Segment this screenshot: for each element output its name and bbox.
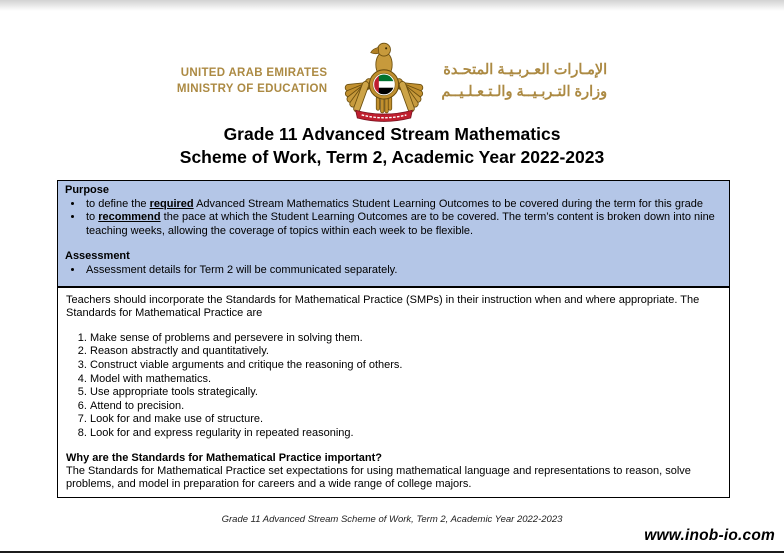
uae-falcon-emblem-icon [340, 38, 428, 124]
ministry-name-arabic-line1: الإمـارات العـربـيـة المتحـدة [443, 62, 608, 78]
smp-item-7: 7. Look for and make use of structure. [90, 413, 721, 427]
uae-emblem-logo [340, 38, 428, 124]
ministry-name-arabic [441, 59, 607, 103]
ministry-name-arabic-line2: وزارة التـربـيــة والـتـعـلـيــم [441, 84, 608, 100]
ministry-name-english [177, 65, 327, 97]
section-gap [65, 238, 722, 250]
assessment-bullet-list [65, 264, 722, 278]
smp-item-1: 1. Make sense of problems and persevere in solving them. [90, 332, 721, 346]
purpose-heading: Purpose [65, 184, 110, 196]
purpose-assessment-box [57, 180, 730, 287]
top-edge-shadow [0, 0, 784, 11]
emphasis-recommend: recommend [98, 211, 161, 223]
smp-item-3: 3. Construct viable arguments and critique the reasoning of others. [90, 359, 721, 373]
bottom-divider [0, 551, 784, 553]
purpose-bullet-1: • to define the required Advanced Stream Mathematics Student Learning Outcomes to be covered during the term for this grade [84, 198, 722, 212]
smp-item-5: 5. Use appropriate tools strategically. [90, 386, 721, 400]
smp-item-2: 2. Reason abstractly and quantitatively. [90, 345, 721, 359]
smp-item-6: 6. Attend to precision. [90, 400, 721, 414]
purpose-bullet-2: • to recommend the pace at which the Student Learning Outcomes are to be covered. The term’s content is broken down into nine teaching weeks, allowing the coverage of topics within each week to be flexible. [84, 211, 722, 238]
assessment-bullet-1: • Assessment details for Term 2 will be communicated separately. [84, 264, 722, 278]
smp-question: Why are the Standards for Mathematical Practice important? [66, 451, 383, 464]
assessment-heading: Assessment [65, 250, 130, 262]
smp-item-4: 4. Model with mathematics. [90, 373, 721, 387]
footer-caption: Grade 11 Advanced Stream Scheme of Work, Term 2, Academic Year 2022-2023 [221, 514, 563, 525]
purpose-bullet-list [65, 198, 722, 239]
watermark-url: www.inob-io.com [644, 527, 775, 544]
document-title-line2: Scheme of Work, Term 2, Academic Year 2022-2023 [179, 147, 605, 167]
smp-item-8: 8. Look for and express regularity in repeated reasoning. [90, 427, 721, 441]
smp-box [57, 287, 730, 498]
emphasis-required: required [149, 197, 194, 210]
ministry-name-english-line2: MINISTRY OF EDUCATION [176, 83, 328, 95]
document-title-line1: Grade 11 Advanced Stream Mathematics [223, 124, 561, 144]
smp-list [66, 332, 721, 441]
document-title [0, 123, 784, 169]
ministry-header [0, 38, 784, 124]
smp-answer-paragraph: The Standards for Mathematical Practice set expectations for using mathematical language and representations to reason, solve problems, and model in preparation for careers and a wide range of college majors. [66, 464, 691, 491]
ministry-name-english-line1: UNITED ARAB EMIRATES [180, 67, 328, 79]
smp-intro-paragraph: Teachers should incorporate the Standards for Mathematical Practice (SMPs) in their instruction when and where appropriate. The Standards for Mathematical Practice are [66, 294, 700, 320]
